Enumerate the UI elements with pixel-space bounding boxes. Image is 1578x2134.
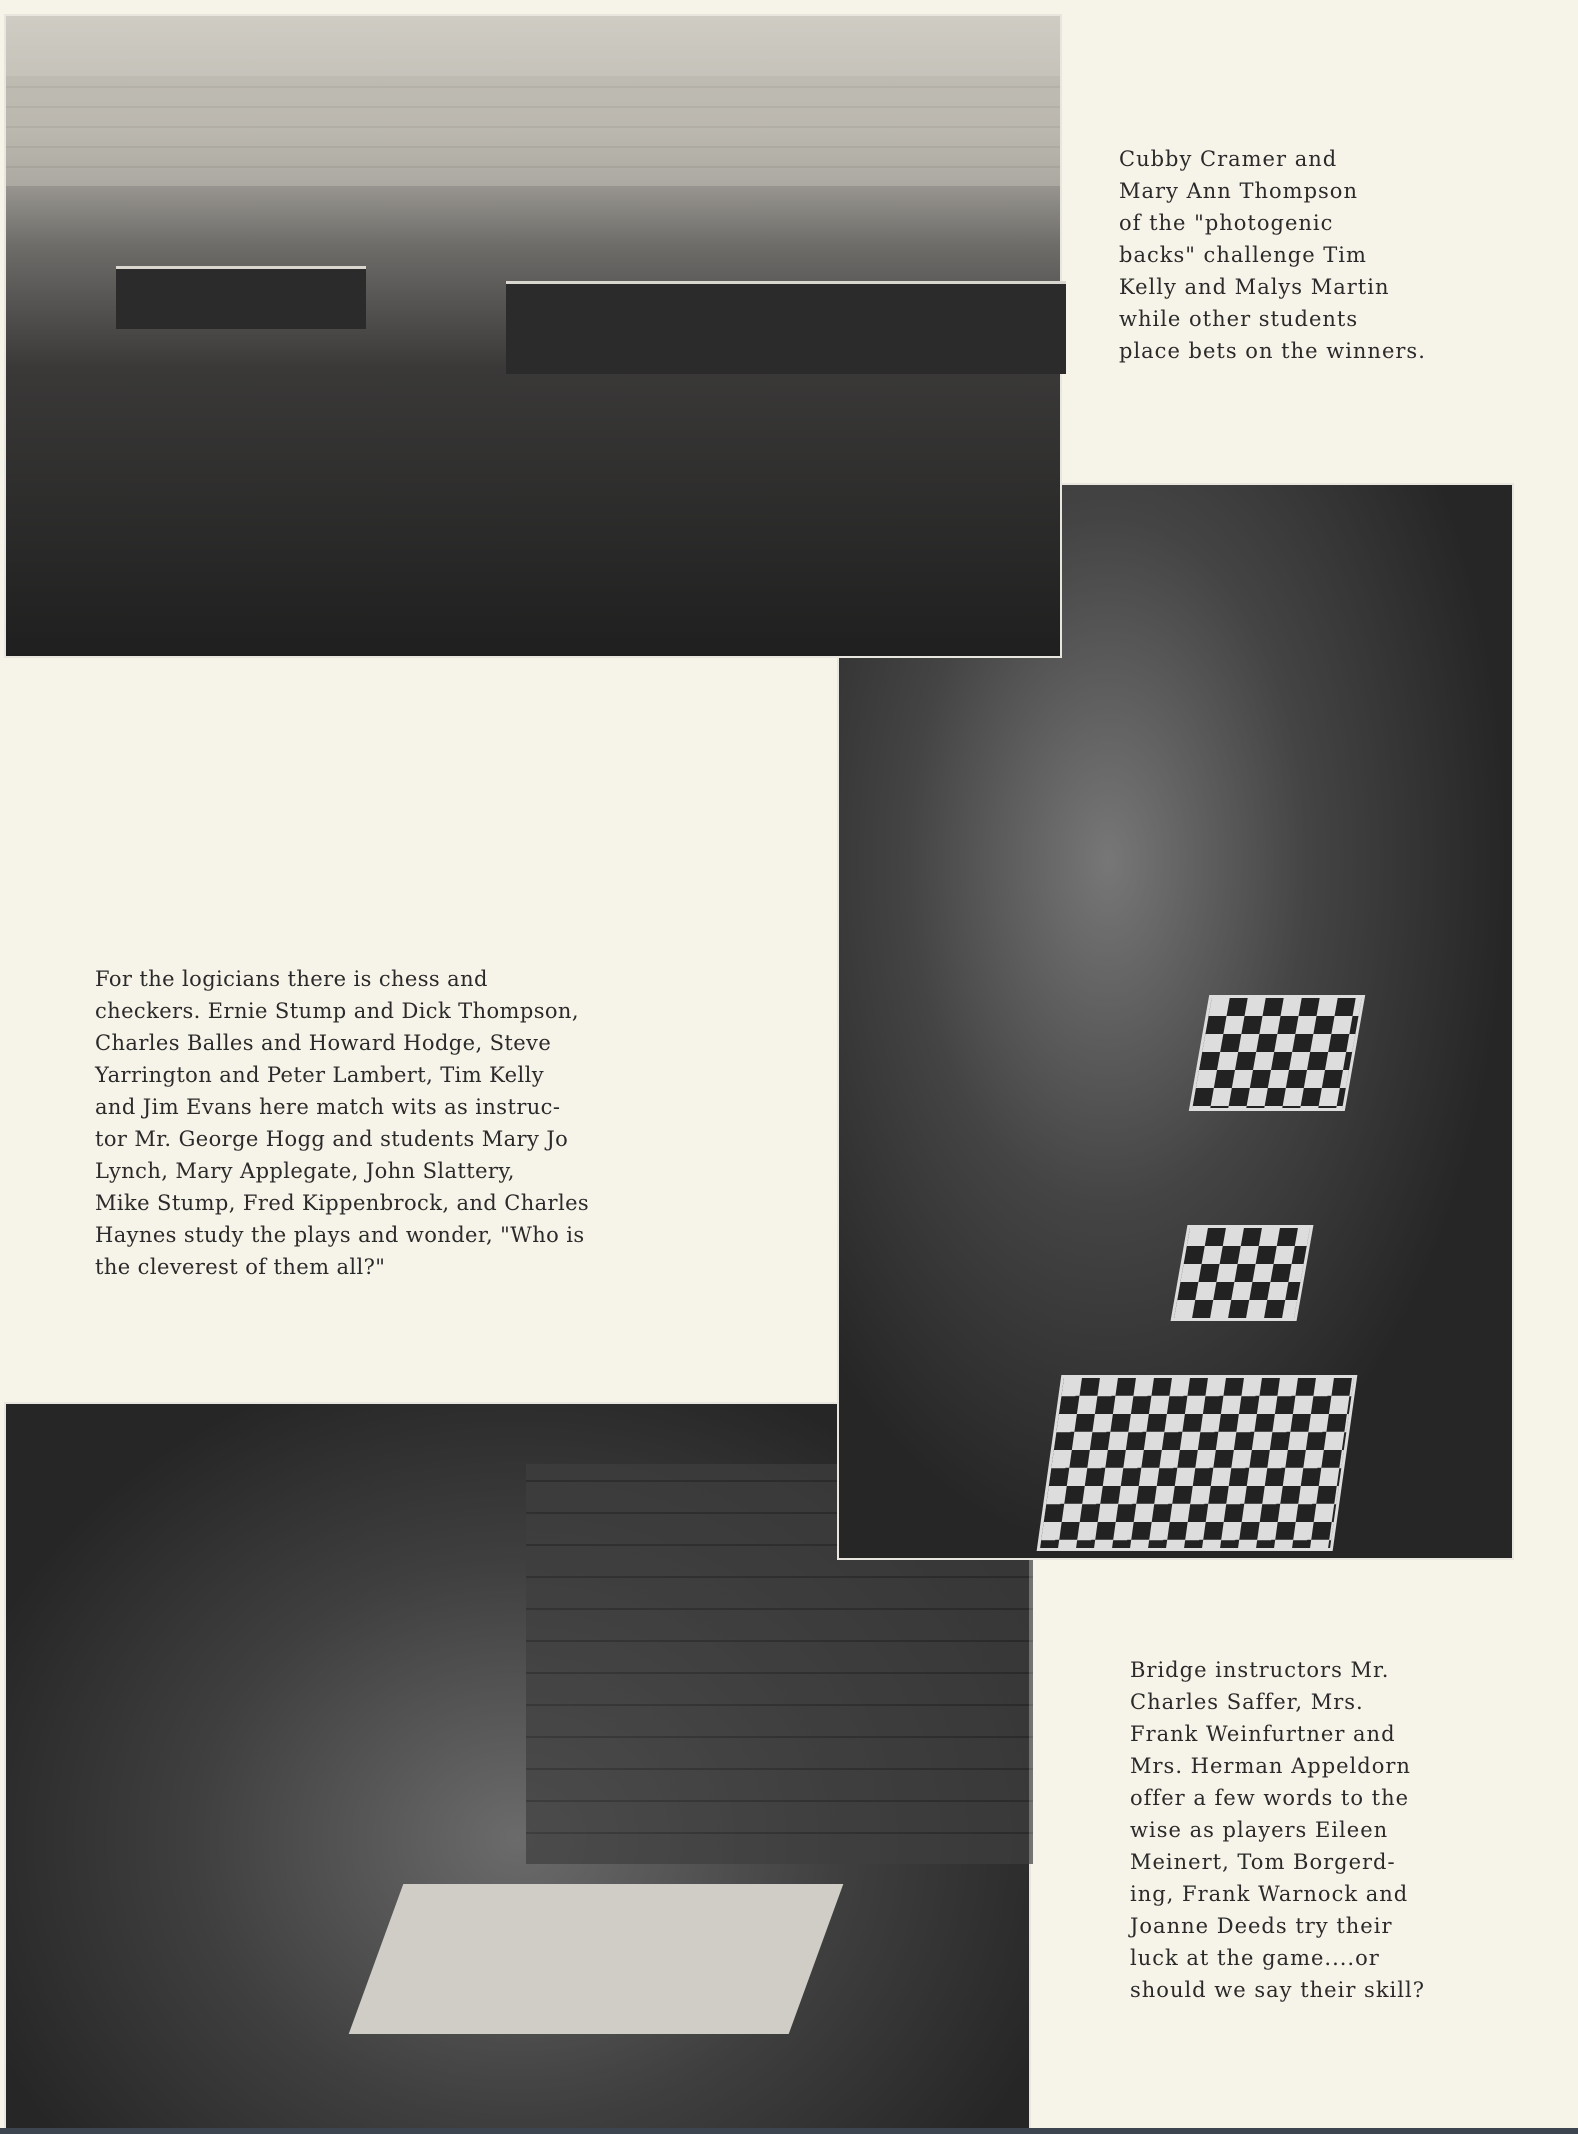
caption-line: checkers. Ernie Stump and Dick Thompson, xyxy=(95,999,579,1023)
caption-line: Yarrington and Peter Lambert, Tim Kelly xyxy=(95,1063,544,1087)
caption-line: Charles Saffer, Mrs. xyxy=(1130,1690,1364,1714)
caption-line: Cubby Cramer and xyxy=(1119,147,1338,171)
caption-line: Lynch, Mary Applegate, John Slattery, xyxy=(95,1159,515,1183)
caption-line: For the logicians there is chess and xyxy=(95,967,488,991)
caption-line: Meinert, Tom Borgerd- xyxy=(1130,1850,1396,1874)
caption-line: Mrs. Herman Appeldorn xyxy=(1130,1754,1411,1778)
chess-board xyxy=(1189,995,1365,1111)
caption-line: Joanne Deeds try their xyxy=(1130,1914,1393,1938)
bridge-caption xyxy=(1130,1654,1425,2006)
caption-line: Haynes study the plays and wonder, "Who is xyxy=(95,1223,585,1247)
card-table xyxy=(349,1884,844,2034)
caption-line: place bets on the winners. xyxy=(1119,339,1426,363)
caption-line: offer a few words to the xyxy=(1130,1786,1410,1810)
chess-caption xyxy=(95,963,589,1283)
ping-pong-table xyxy=(116,266,366,329)
caption-line: ing, Frank Warnock and xyxy=(1130,1882,1409,1906)
chess-board xyxy=(1171,1225,1314,1321)
caption-line: Kelly and Malys Martin xyxy=(1119,275,1390,299)
ping-pong-table xyxy=(506,281,1066,374)
caption-line: Charles Balles and Howard Hodge, Steve xyxy=(95,1031,552,1055)
caption-line: Mike Stump, Fred Kippenbrock, and Charles xyxy=(95,1191,590,1215)
caption-line: of the "photogenic xyxy=(1119,211,1334,235)
caption-line: tor Mr. George Hogg and students Mary Jo xyxy=(95,1127,569,1151)
ping-pong-caption xyxy=(1119,143,1426,367)
caption-line: while other students xyxy=(1119,307,1359,331)
caption-line: Mary Ann Thompson xyxy=(1119,179,1358,203)
caption-line: wise as players Eileen xyxy=(1130,1818,1389,1842)
ping-pong-photo xyxy=(4,14,1062,658)
checkers-board xyxy=(1037,1375,1358,1551)
caption-line: the cleverest of them all?" xyxy=(95,1255,386,1279)
caption-line: and Jim Evans here match wits as instruc- xyxy=(95,1095,561,1119)
caption-line: should we say their skill? xyxy=(1130,1978,1425,2002)
page-edge xyxy=(0,2128,1578,2134)
caption-line: Bridge instructors Mr. xyxy=(1130,1658,1390,1682)
tiled-wall xyxy=(6,76,1060,186)
caption-line: Frank Weinfurtner and xyxy=(1130,1722,1396,1746)
caption-line: backs" challenge Tim xyxy=(1119,243,1367,267)
caption-line: luck at the game....or xyxy=(1130,1946,1380,1970)
